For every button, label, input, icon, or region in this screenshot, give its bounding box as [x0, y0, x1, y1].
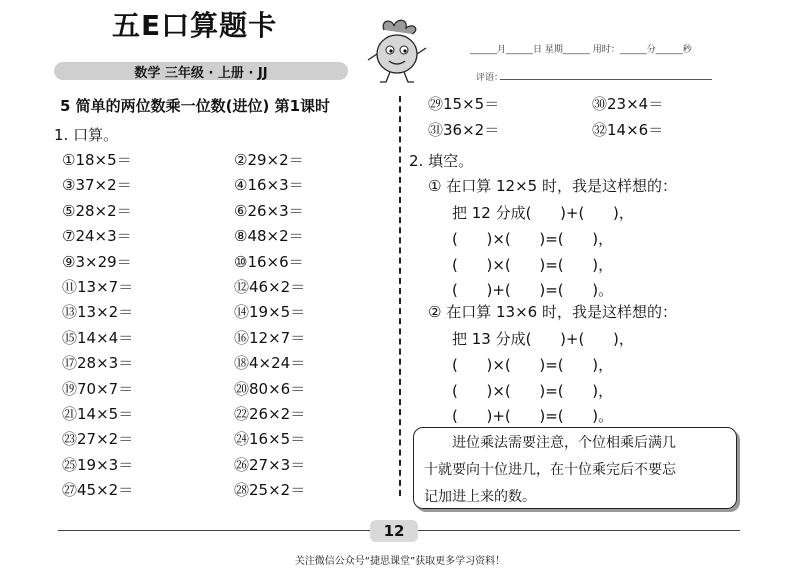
exercise-number: ㉛ — [428, 120, 444, 139]
exercise-expression: 70×7＝ — [77, 379, 134, 398]
part1-prompt: ① 在口算 12×5 时，我是这样想的： — [428, 177, 677, 195]
exercise-expression: 16×3＝ — [247, 176, 304, 195]
exercise-expression: 45×2＝ — [77, 481, 134, 500]
footer-note: 关注微信公众号“捷思课堂”获取更多学习资料！ — [294, 556, 506, 567]
part2-prompt: ② 在口算 13×6 时，我是这样想的： — [428, 303, 677, 321]
exercise-expression: 19×3＝ — [77, 455, 134, 474]
exercise-item — [428, 119, 499, 140]
column-divider — [399, 96, 401, 496]
part1-line: ( )+( )=( )。 — [452, 281, 614, 299]
exercise-number: ㉖ — [234, 455, 250, 474]
exercise-item — [62, 225, 132, 246]
exercise-number: ⑪ — [62, 278, 78, 296]
exercise-number: ⑧ — [234, 227, 248, 246]
tip-text: 十就要向十位进几，在十位乘完后不要忘 — [424, 462, 676, 478]
part1-line: ( )×( )=( )， — [452, 256, 614, 274]
exercise-number: ⑩ — [234, 252, 248, 271]
exercise-number: ㉗ — [62, 481, 78, 500]
exercise-item — [234, 403, 305, 424]
exercise-number: ② — [234, 151, 248, 169]
exercise-item — [234, 200, 304, 221]
exercise-number: ⑫ — [234, 278, 250, 296]
exercise-number: ㉕ — [62, 455, 78, 474]
exercise-item — [234, 378, 305, 399]
exercise-item — [62, 479, 133, 500]
exercise-item — [62, 301, 133, 322]
exercise-expression: 27×2＝ — [77, 430, 134, 449]
exercise-item — [234, 251, 304, 272]
exercise-expression: 27×3＝ — [249, 455, 306, 474]
remark-label: 评语： — [476, 73, 504, 83]
date-time-line: ______月______日 星期______ 用时：______分______秒 — [470, 45, 692, 55]
tip-box — [413, 427, 737, 509]
exercise-item — [62, 251, 132, 272]
part2-line: ( )×( )=( )， — [452, 356, 614, 374]
exercise-expression: 14×6＝ — [607, 120, 664, 139]
exercise-number: ⑳ — [234, 379, 250, 398]
exercise-number: ⑱ — [234, 354, 250, 373]
exercise-number: ⑨ — [62, 252, 76, 271]
exercise-item — [234, 301, 305, 322]
exercise-expression: 13×7＝ — [77, 278, 134, 296]
exercise-item — [62, 327, 133, 348]
page-number: 12 — [370, 520, 418, 542]
exercise-expression: 14×5＝ — [77, 405, 134, 423]
exercise-expression: 48×2＝ — [247, 227, 304, 246]
exercise-item — [234, 174, 304, 195]
exercise-item — [62, 149, 132, 170]
mascot-illustration — [364, 16, 430, 86]
exercise-number: ⑦ — [62, 227, 76, 246]
exercise-number: ⑬ — [62, 303, 78, 322]
exercise-expression: 29×2＝ — [247, 151, 304, 169]
section1-title: 1. 口算。 — [54, 126, 119, 144]
part1-line: 把 12 分成( )+( )， — [452, 204, 634, 222]
exercise-number: ⑰ — [62, 354, 78, 373]
exercise-item — [62, 276, 133, 297]
subject-bar: 数学 三年级 · 上册 · JJ — [54, 62, 348, 80]
exercise-expression: 12×7＝ — [249, 328, 306, 347]
exercise-number: ㉑ — [62, 405, 78, 423]
exercise-item — [62, 352, 133, 373]
exercise-item — [234, 352, 305, 373]
exercise-expression: 16×5＝ — [249, 430, 306, 449]
exercise-number: ⑮ — [62, 328, 78, 347]
exercise-number: ④ — [234, 176, 248, 195]
exercise-item — [234, 454, 305, 475]
exercise-number: ③ — [62, 176, 76, 195]
exercise-expression: 26×2＝ — [249, 405, 306, 423]
exercise-number: ⑯ — [234, 328, 250, 347]
exercise-number: ㉚ — [592, 95, 608, 113]
exercise-expression: 19×5＝ — [249, 303, 306, 322]
exercise-expression: 4×24＝ — [249, 354, 306, 373]
exercise-number: ⑤ — [62, 201, 76, 220]
exercise-number: ㉙ — [428, 95, 444, 113]
exercise-number: ⑭ — [234, 303, 250, 322]
exercise-expression: 24×3＝ — [75, 227, 132, 246]
exercise-number: ⑲ — [62, 379, 78, 398]
remark-underline — [500, 79, 712, 80]
exercise-expression: 23×4＝ — [607, 95, 664, 113]
part2-line: ( )×( )=( )， — [452, 382, 614, 400]
tip-text: 进位乘法需要注意，个位相乘后满几 — [452, 435, 676, 451]
exercise-item — [62, 428, 133, 449]
exercise-item — [234, 225, 304, 246]
exercise-expression: 80×6＝ — [249, 379, 306, 398]
exercise-item — [592, 119, 663, 140]
exercise-item — [62, 200, 132, 221]
brand-title: 五E口算题卡 — [112, 9, 278, 42]
exercise-item — [62, 174, 132, 195]
exercise-expression: 28×3＝ — [77, 354, 134, 373]
exercise-expression: 16×6＝ — [247, 252, 304, 271]
exercise-expression: 28×2＝ — [75, 201, 132, 220]
exercise-expression: 46×2＝ — [249, 278, 306, 296]
lesson-title: 5 简单的两位数乘一位数(进位) 第1课时 — [60, 97, 331, 115]
exercise-number: ㉜ — [592, 120, 608, 139]
exercise-expression: 36×2＝ — [443, 120, 500, 139]
exercise-expression: 15×5＝ — [443, 95, 500, 113]
exercise-expression: 18×5＝ — [75, 151, 132, 169]
exercise-number: ㉓ — [62, 430, 78, 449]
exercise-item — [592, 93, 663, 114]
exercise-item — [234, 428, 305, 449]
exercise-number: ㉒ — [234, 405, 250, 423]
part1-line: ( )×( )=( )， — [452, 230, 614, 248]
exercise-number: ㉔ — [234, 430, 250, 449]
exercise-number: ① — [62, 151, 76, 169]
exercise-expression: 26×3＝ — [247, 201, 304, 220]
exercise-item — [234, 149, 304, 170]
exercise-expression: 37×2＝ — [75, 176, 132, 195]
exercise-expression: 25×2＝ — [249, 481, 306, 500]
section2-title: 2. 填空。 — [409, 152, 474, 170]
exercise-item — [62, 454, 133, 475]
exercise-expression: 3×29＝ — [75, 252, 132, 271]
exercise-number: ㉘ — [234, 481, 250, 500]
tip-text: 记加进上来的数。 — [424, 489, 536, 505]
exercise-item — [428, 93, 499, 114]
exercise-item — [234, 479, 305, 500]
exercise-item — [62, 403, 133, 424]
exercise-expression: 13×2＝ — [77, 303, 134, 322]
exercise-item — [234, 327, 305, 348]
exercise-item — [62, 378, 133, 399]
exercise-expression: 14×4＝ — [77, 328, 134, 347]
part2-line: ( )+( )=( )。 — [452, 407, 614, 425]
exercise-item — [234, 276, 305, 297]
exercise-number: ⑥ — [234, 201, 248, 220]
part2-line: 把 13 分成( )+( )， — [452, 330, 634, 348]
